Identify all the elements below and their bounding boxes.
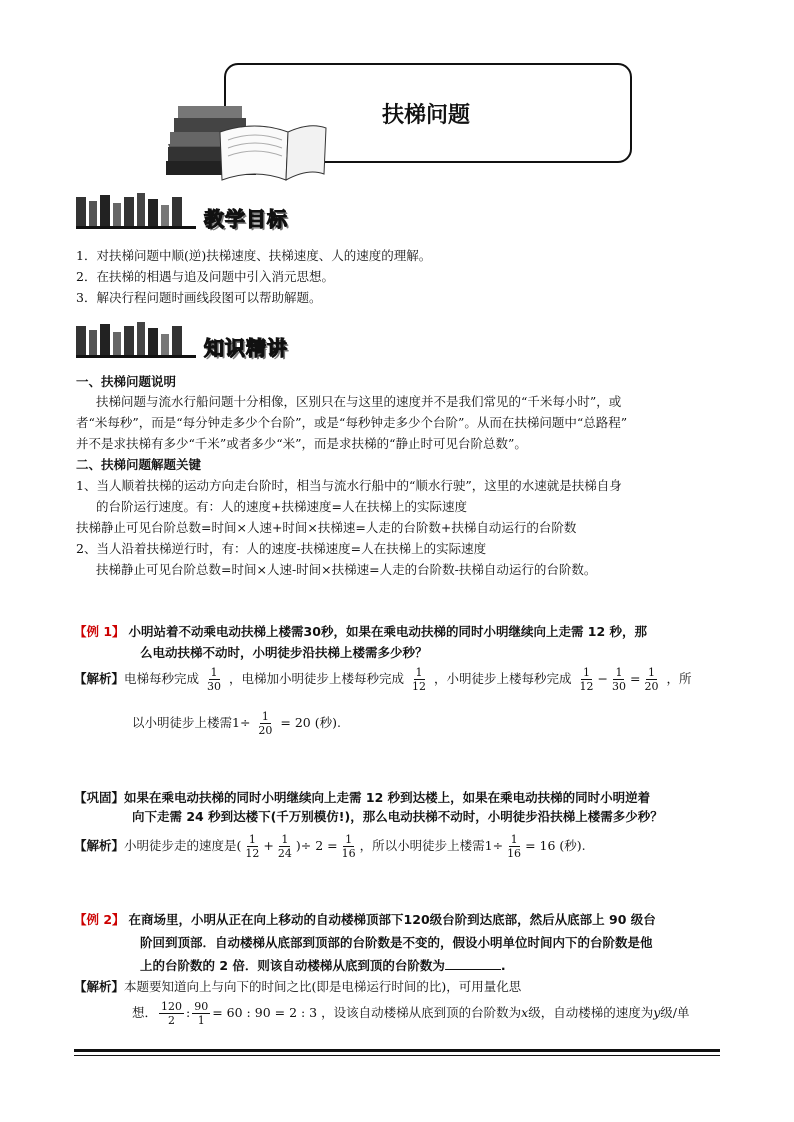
numerator: 1 bbox=[510, 833, 518, 846]
question-line-with-blank bbox=[140, 955, 506, 976]
question-line: 小明站着不动乘电动扶梯上楼需30秒，如果在乘电动扶梯的同时小明继续向上走需 12 秒，那 bbox=[128, 624, 648, 639]
question-line: 么电动扶梯不动时，小明徒步沿扶梯上楼需多少秒？ bbox=[140, 645, 428, 660]
solution-text: ，所 bbox=[666, 671, 692, 686]
solution-text: ，电梯加小明徒步上楼每秒完成 bbox=[229, 671, 405, 686]
knowledge-paragraph-line: 者“米每秒”，而是“每分钟走多少个台阶”，或是“每秒钟走多少个台阶”。从而在扶梯问题中“总路程” bbox=[76, 415, 628, 430]
numerator: 1 bbox=[615, 666, 623, 679]
numerator: 1 bbox=[281, 833, 289, 846]
numerator: 1 bbox=[582, 666, 590, 679]
page-title: 扶梯问题 bbox=[381, 103, 470, 128]
solution-text: )÷ 2 = bbox=[295, 838, 338, 853]
question-line: 阶回到顶部．自动楼梯从底部到顶部的台阶数是不变的，假设小明单位时间内下的台阶数是他 bbox=[140, 935, 653, 950]
solution-text: 电梯每秒完成 bbox=[124, 671, 200, 686]
question-line: 如果在乘电动扶梯的同时小明继续向上走需 12 秒到达楼上，如果在乘电动扶梯的同时小明逆着 bbox=[124, 790, 651, 805]
footer-rule bbox=[74, 1049, 720, 1052]
example-tag: 【巩固】 bbox=[74, 790, 125, 805]
numerator: 1 bbox=[248, 833, 256, 846]
fraction bbox=[577, 666, 595, 693]
knowledge-paragraph-line: 扶梯静止可见台阶总数=时间×人速+时间×扶梯速=人走的台阶数+扶梯自动运行的台阶数 bbox=[76, 520, 577, 535]
question-text: 上的台阶数的 2 倍．则该自动楼梯从底到顶的台阶数为 bbox=[140, 958, 445, 973]
variable-y: y bbox=[653, 1005, 661, 1020]
denominator: 12 bbox=[579, 680, 594, 693]
fraction bbox=[159, 1000, 184, 1027]
fraction bbox=[340, 833, 358, 860]
fraction bbox=[410, 666, 428, 693]
numerator: 120 bbox=[161, 1000, 183, 1013]
solution-tag: 【解析】 bbox=[74, 671, 125, 686]
solution-text: 级/单 bbox=[660, 1005, 690, 1020]
goal-item: 3．解决行程问题时画线段图可以帮助解题。 bbox=[76, 290, 322, 305]
books-illustration bbox=[160, 92, 330, 184]
example-1-solution-line2 bbox=[132, 710, 341, 737]
knowledge-heading: 二、扶梯问题解题关键 bbox=[76, 457, 202, 472]
solution-tag: 【解析】 bbox=[74, 979, 125, 994]
denominator: 30 bbox=[207, 680, 222, 693]
knowledge-paragraph-line: 扶梯问题与流水行船问题十分相像，区别只在与这里的速度并不是我们常见的“千米每小时”，或 bbox=[96, 394, 622, 409]
knowledge-paragraph-line: 扶梯静止可见台阶总数=时间×人速-时间×扶梯速=人走的台阶数-扶梯自动运行的台阶数。 bbox=[96, 562, 597, 577]
operator: : bbox=[186, 1005, 191, 1020]
example-1-question bbox=[74, 621, 647, 642]
solution-text: 级，自动楼梯的速度为 bbox=[528, 1005, 654, 1020]
solution-text: ，所以小明徒步上楼需1÷ bbox=[359, 838, 504, 853]
fraction bbox=[610, 666, 628, 693]
example-2-question bbox=[74, 909, 656, 930]
section-heading-knowledge: 知识精讲 bbox=[204, 336, 288, 360]
numerator: 1 bbox=[261, 710, 269, 723]
numerator: 1 bbox=[647, 666, 655, 679]
fraction bbox=[505, 833, 523, 860]
example-2-solution bbox=[74, 976, 521, 997]
denominator: 1 bbox=[197, 1014, 205, 1027]
denominator: 30 bbox=[611, 680, 626, 693]
fraction bbox=[642, 666, 660, 693]
answer-blank[interactable] bbox=[445, 957, 501, 970]
denominator: 24 bbox=[277, 847, 292, 860]
numerator: 90 bbox=[194, 1000, 209, 1013]
denominator: 2 bbox=[168, 1014, 176, 1027]
numerator: 1 bbox=[210, 666, 218, 679]
numerator: 1 bbox=[345, 833, 353, 846]
fraction bbox=[192, 1000, 210, 1027]
operator: − bbox=[597, 671, 608, 686]
solution-text: ，小明徒步上楼每秒完成 bbox=[433, 671, 572, 686]
solution-text: = 20 (秒). bbox=[280, 715, 341, 730]
solution-text: 想． bbox=[132, 1005, 158, 1020]
operator: + bbox=[263, 838, 274, 853]
example-tag: 【例 1】 bbox=[74, 624, 125, 639]
fraction bbox=[276, 833, 294, 860]
question-line: 向下走需 24 秒到达楼下(千万别模仿!)，那么电动扶梯不动时，小明徒步沿扶梯上楼需多少秒？ bbox=[132, 809, 663, 824]
solution-text: = 16 (秒). bbox=[525, 838, 586, 853]
section-banner-graphic bbox=[76, 193, 196, 229]
knowledge-paragraph-line: 并不是求扶梯有多少“千米”或者多少“米”，而是求扶梯的“静止时可见台阶总数”。 bbox=[76, 436, 527, 451]
numerator: 1 bbox=[415, 666, 423, 679]
solution-text: 以小明徒步上楼需1÷ bbox=[132, 715, 251, 730]
denominator: 20 bbox=[258, 724, 273, 737]
operator: = bbox=[629, 671, 641, 686]
footer-rule-thin bbox=[74, 1055, 720, 1056]
denominator: 12 bbox=[412, 680, 426, 693]
goal-item: 1．对扶梯问题中顺(逆)扶梯速度、扶梯速度、人的速度的理解。 bbox=[76, 248, 432, 263]
example-1-solution bbox=[74, 666, 691, 693]
question-line: 在商场里，小明从正在向上移动的自动楼梯顶部下120级台阶到达底部，然后从底部上 90 级台 bbox=[128, 912, 656, 927]
goal-item: 2．在扶梯的相遇与追及问题中引入消元思想。 bbox=[76, 269, 334, 284]
solution-text: 小明徒步走的速度是( bbox=[124, 838, 242, 853]
fraction bbox=[205, 666, 223, 693]
denominator: 16 bbox=[507, 847, 522, 860]
consolidation-solution bbox=[74, 833, 586, 860]
knowledge-paragraph-line: 2、当人沿着扶梯逆行时，有：人的速度-扶梯速度=人在扶梯上的实际速度 bbox=[76, 541, 487, 556]
denominator: 20 bbox=[644, 680, 659, 693]
denominator: 12 bbox=[245, 847, 260, 860]
fraction bbox=[243, 833, 261, 860]
consolidation-question bbox=[74, 787, 650, 808]
denominator: 16 bbox=[341, 847, 356, 860]
section-heading-goals: 教学目标 bbox=[204, 207, 288, 231]
question-text: . bbox=[500, 958, 506, 973]
variable-x: x bbox=[521, 1005, 529, 1020]
knowledge-paragraph-line: 1、当人顺着扶梯的运动方向走台阶时，相当与流水行船中的“顺水行驶”，这里的水速就是扶梯自身 bbox=[76, 478, 622, 493]
example-tag: 【例 2】 bbox=[74, 912, 125, 927]
section-banner-graphic bbox=[76, 322, 196, 358]
solution-tag: 【解析】 bbox=[74, 838, 125, 853]
solution-text: = 60 : 90 = 2 : 3 ，设该自动楼梯从底到顶的台阶数为 bbox=[212, 1005, 522, 1020]
knowledge-heading: 一、扶梯问题说明 bbox=[76, 374, 177, 389]
knowledge-paragraph-line: 的台阶运行速度。有：人的速度+扶梯速度=人在扶梯上的实际速度 bbox=[96, 499, 467, 514]
example-2-solution-line2 bbox=[132, 1000, 689, 1027]
solution-text: 本题要知道向上与向下的时间之比(即是电梯运行时间的比)，可用量化思 bbox=[124, 979, 522, 994]
fraction bbox=[256, 710, 274, 737]
